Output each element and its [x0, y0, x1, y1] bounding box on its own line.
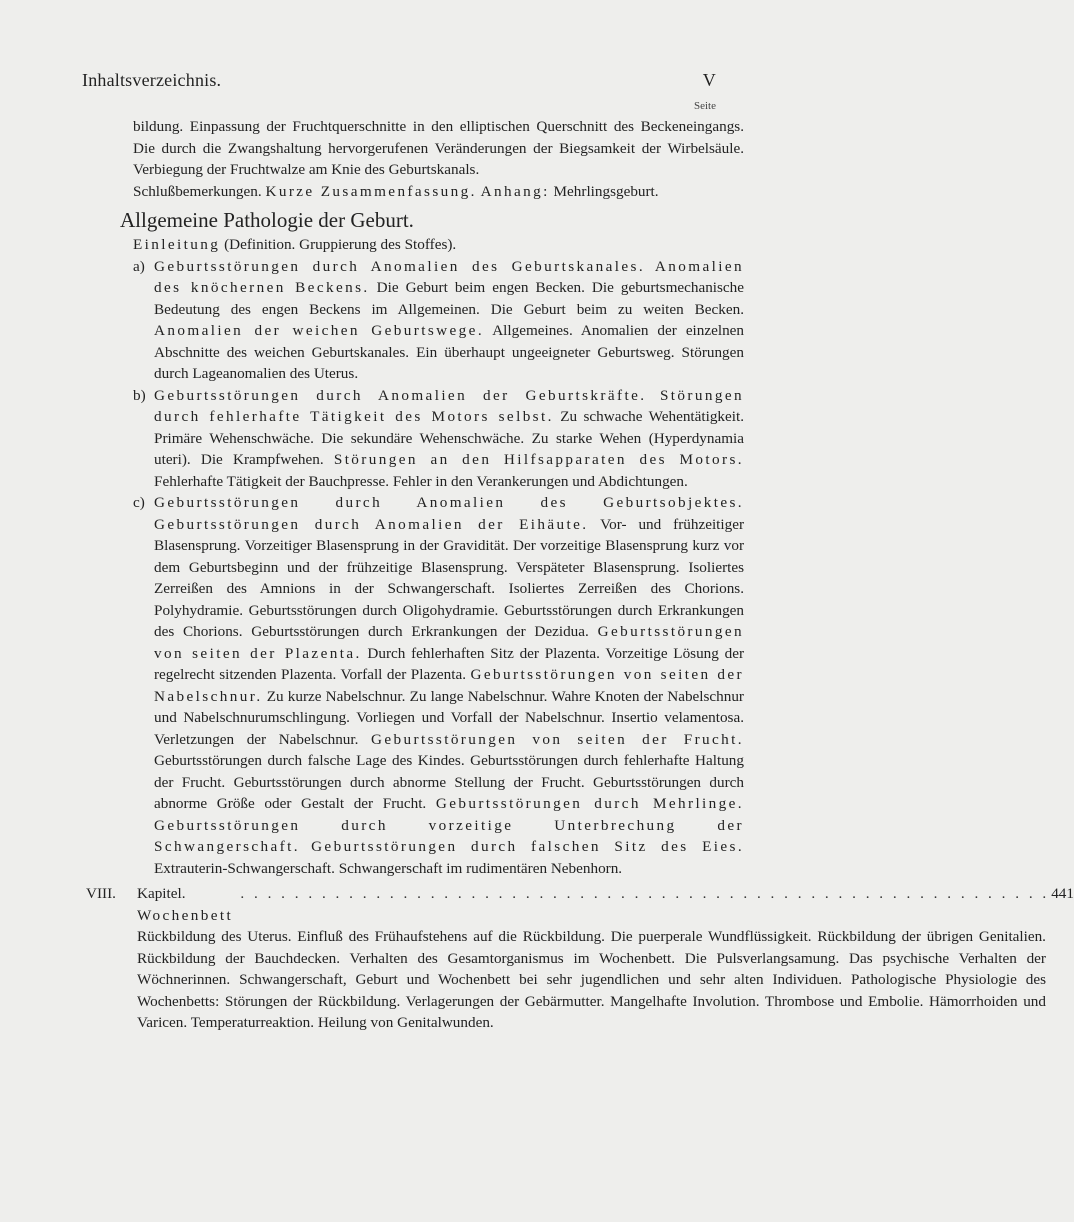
- toc-item-a: [84, 256, 744, 385]
- item-subheading: Geburtsstörungen durch vorzeitige Unterbrechung der Schwangerschaft.: [154, 816, 744, 855]
- toc-content: [84, 116, 1074, 1034]
- section-intro: [84, 234, 744, 256]
- continuation-text: bildung. Einpassung der Fruchtquerschnitte in den elliptischen Querschnitt des Beckeneingangs. Die durch die Zwangshaltung hervorgerufenen Veränderungen der Biegsamkeit der Wirbelsäule. Verbiegung der Fruchtwalze am Knie des Geburtskanals.: [133, 118, 744, 178]
- closing-summary: Kurze Zusammenfassung.: [265, 182, 477, 200]
- chapter-description: Rückbildung des Uterus. Einfluß des Frühaufstehens auf die Rückbildung. Die puerperale Wundflüssigkeit. Rückbildung der übrigen Genitalien. Rückbildung der Bauchdecken. Verhalten des Gesamtorganismus im Wochenbett. Die Pulsverlangsamung. Das psychische Verhalten der Wöchnerinnen. Schwangerschaft, Geburt und Wochenbett bei sehr jugendlichen und sehr alten Individuen. Pathologische Physiologie des Wochenbetts: Störungen der Rückbildung. Verlagerungen der Gebärmutter. Mangelhafte Involution. Thrombose und Embolie. Hämorrhoiden und Varicen. Temperaturreaktion. Heilung von Genitalwunden.: [137, 928, 1046, 1031]
- item-body: Durch fehlerhaften Sitz der Plazenta. Vorzeitige Lösung der regelrecht sitzenden Plazenta. Vorfall der Plazenta.: [154, 644, 744, 683]
- chapter-title-text: Wochenbett: [137, 906, 234, 924]
- item-body: Allgemeines. Anomalien der einzelnen Abschnitte des weichen Geburtskanales. Ein überhaupt ungeeigneter Geburtsweg. Störungen durch Lageanomalien des Uterus.: [154, 322, 745, 382]
- item-body: Extrauterin-Schwangerschaft. Schwangerschaft im rudimentären Nebenhorn.: [154, 859, 623, 877]
- closing-appendix: Anhang:: [480, 182, 550, 200]
- item-label: b): [133, 386, 146, 404]
- intro-label: Einleitung: [133, 236, 221, 253]
- chapter-page-number: 441: [1051, 885, 1074, 902]
- header-title: Inhaltsverzeichnis.: [82, 70, 222, 90]
- item-body: Zu schwache Wehentätigkeit. Primäre Wehenschwäche. Die sekundäre Wehenschwäche. Zu starke Wehen (Hyperdynamia uteri). Die Krampfwehen.: [154, 408, 744, 468]
- item-subheading: Anomalien des knöchernen Beckens.: [154, 257, 745, 296]
- item-heading: Geburtsstörungen durch Anomalien des Geburtskanales.: [154, 257, 646, 275]
- item-subheading: Anomalien der weichen Geburtswege.: [154, 322, 485, 339]
- item-label: a): [133, 257, 145, 275]
- seite-label: Seite: [694, 100, 716, 112]
- chapter-body: [137, 883, 1074, 1034]
- closing-post: Mehrlingsgeburt.: [553, 182, 659, 200]
- chapter-entry: [84, 883, 1074, 1034]
- toc-item-b: [84, 385, 744, 493]
- item-heading: Geburtsstörungen durch Anomalien des Geburtsobjektes.: [154, 494, 744, 511]
- item-subheading: Geburtsstörungen durch Mehrlinge.: [435, 795, 745, 812]
- closing-entry: [84, 181, 744, 203]
- item-text: [154, 256, 744, 385]
- section-title: Allgemeine Pathologie der Geburt.: [120, 208, 414, 232]
- chapter-title-line: [137, 883, 1074, 926]
- item-body: Vor- und frühzeitiger Blasensprung. Vorzeitiger Blasensprung in der Gravidität. Der vorzeitige Blasensprung kurz vor dem Geburtsbeginn und der frühzeitige Blasensprung. Verspäteter Blasensprung. Isoliertes Zerreißen des Amnions in der Schwangerschaft. Isoliertes Zerreißen des Chorions. Polyhydramie. Geburtsstörungen durch Oligohydramie. Geburtsstörungen durch Erkrankungen des Chorions. Geburtsstörungen durch Erkrankungen der Dezidua.: [154, 515, 744, 640]
- toc-item-c: [84, 492, 744, 879]
- item-heading: Geburtsstörungen durch Anomalien der Geburtskräfte.: [154, 386, 647, 404]
- page-number-roman: V: [702, 70, 716, 90]
- item-subheading: Störungen an den Hilfsapparaten des Motors.: [333, 451, 744, 468]
- running-header: [82, 70, 716, 91]
- chapter-title: [137, 883, 238, 926]
- item-body: Zu kurze Nabelschnur. Zu lange Nabelschnur. Wahre Knoten der Nabelschnur und Nabelschnurumschlingung. Vorliegen und Vorfall der Nabelschnur. Insertio velamentosa. Verletzungen der Nabelschnur.: [154, 687, 744, 748]
- item-body: Die Geburt beim engen Becken. Die geburtsmechanische Bedeutung des engen Beckens im Allgemeinen. Die Geburt beim zu weiten Becken.: [154, 279, 745, 318]
- item-label: c): [133, 494, 145, 511]
- item-subheading: Geburtsstörungen von seiten der Nabelschnur.: [154, 666, 744, 705]
- item-subheading: Geburtsstörungen von seiten der Plazenta.: [154, 623, 745, 662]
- item-text: [154, 492, 744, 879]
- chapter-prefix: Kapitel.: [137, 885, 186, 902]
- closing-pre: Schlußbemerkungen.: [133, 182, 262, 200]
- intro-rest: (Definition. Gruppierung des Stoffes).: [224, 236, 457, 253]
- item-text: [154, 385, 744, 493]
- item-body: Fehlerhafte Tätigkeit der Bauchpresse. Fehler in den Verankerungen und Abdichtungen.: [154, 472, 688, 490]
- leader-dots: . . . . . . . . . . . . . . . . . . . . . . . . . . . . . . . . . . . . . . . . . . . . . . . . . . . . . . . . . . . .: [240, 885, 1050, 902]
- item-subheading: Störungen durch fehlerhafte Tätigkeit des Motors selbst.: [154, 386, 744, 425]
- chapter-number: VIII.: [86, 885, 116, 902]
- item-subheading: Geburtsstörungen durch falschen Sitz des Eies.: [311, 838, 745, 855]
- item-body: Geburtsstörungen durch falsche Lage des Kindes. Geburtsstörungen durch fehlerhafte Haltung der Frucht. Geburtsstörungen durch abnorme Stellung der Frucht. Geburtsstörungen durch abnorme Größe oder Gestalt der Frucht.: [154, 752, 744, 812]
- item-subheading: Geburtsstörungen durch Anomalien der Eihäute.: [154, 515, 589, 533]
- item-subheading: Geburtsstörungen von seiten der Frucht.: [371, 730, 744, 748]
